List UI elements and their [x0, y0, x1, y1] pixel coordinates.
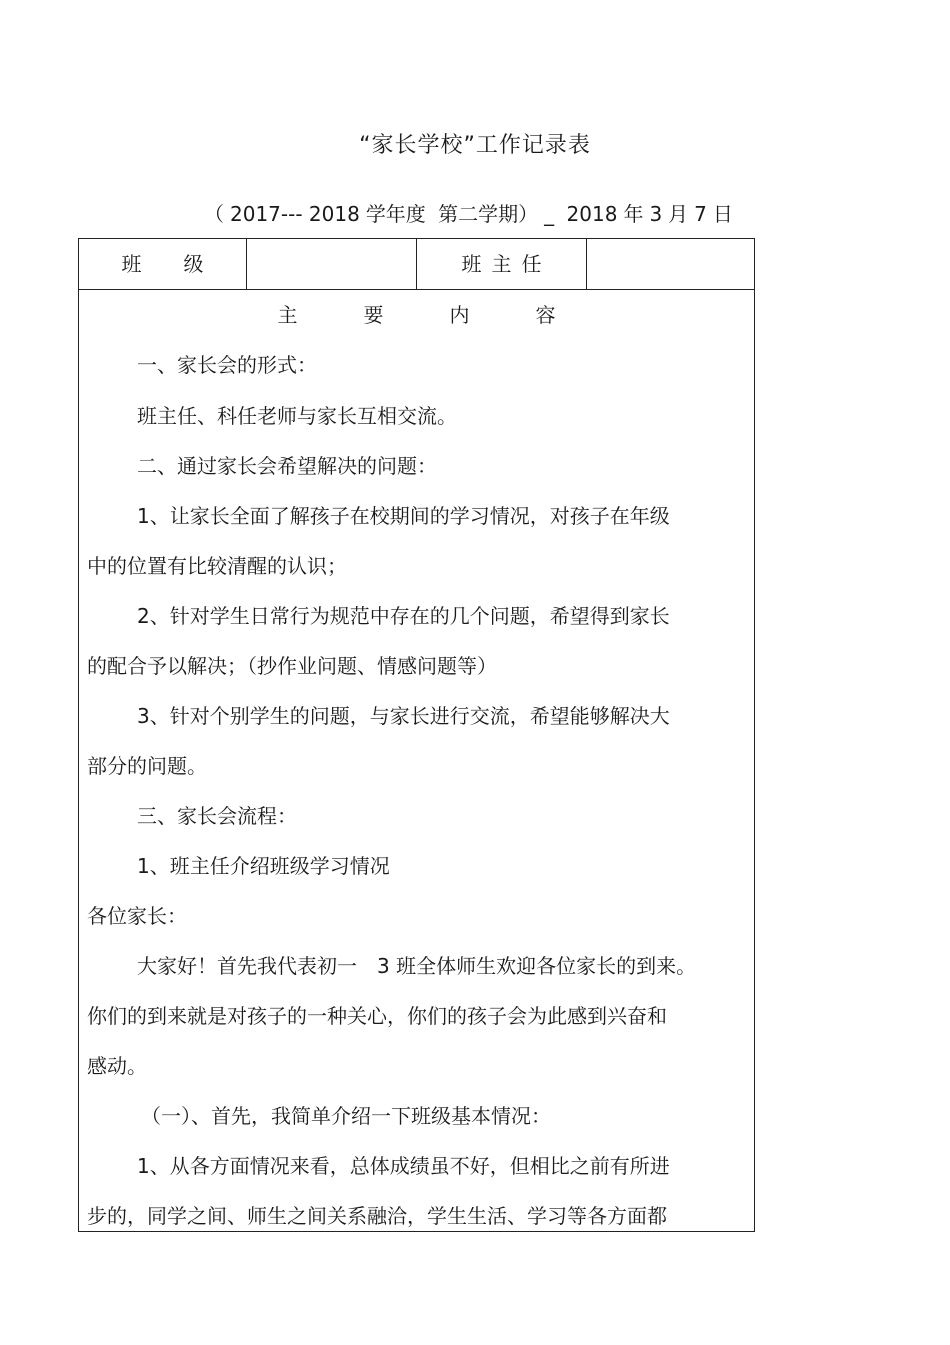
teacher-label: 班主任: [417, 239, 587, 289]
school-year-label: 学年度: [365, 202, 426, 226]
open-paren: （: [204, 202, 224, 226]
content-line: 各位家长：: [87, 904, 187, 928]
class-value: [247, 239, 417, 289]
content-line: 一、家长会的形式：: [137, 353, 317, 377]
content-line: 你们的到来就是对孩子的一种关心，你们的孩子会为此感到兴奋和: [87, 1004, 667, 1028]
content-line: 2、针对学生日常行为规范中存在的几个问题，希望得到家长: [137, 604, 670, 628]
record-table: [78, 238, 755, 1232]
year-char: 年: [623, 202, 644, 226]
content-line: （一）、首先，我简单介绍一下班级基本情况：: [141, 1104, 551, 1128]
term: 第二学期）: [438, 202, 539, 226]
school-year: 2017--- 2018: [230, 202, 360, 226]
content-heading: 主要内容: [277, 303, 622, 327]
header-row: [79, 239, 754, 290]
content-line: 1、从各方面情况来看，总体成绩虽不好，但相比之前有所进: [137, 1154, 670, 1178]
content-line: 1、让家长全面了解孩子在校期间的学习情况，对孩子在年级: [137, 504, 670, 528]
content-line: 部分的问题。: [87, 754, 207, 778]
content-line: 二、通过家长会希望解决的问题：: [137, 454, 437, 478]
document-title: “家长学校”工作记录表: [359, 133, 591, 158]
class-label: 班级: [79, 239, 247, 289]
content-line: 班主任、科任老师与家长互相交流。: [137, 404, 457, 428]
content-line: 中的位置有比较清醒的认识；: [87, 554, 347, 578]
date-month: 3: [649, 202, 663, 226]
content-line: 步的，同学之间、师生之间关系融洽，学生生活、学习等各方面都: [87, 1204, 667, 1228]
month-char: 月: [668, 202, 689, 226]
date-line: [204, 198, 739, 227]
content-line: 3、针对个别学生的问题，与家长进行交流，希望能够解决大: [137, 704, 670, 728]
content-line: 的配合予以解决；（抄作业问题、情感问题等）: [87, 654, 497, 678]
date-year: 2018: [566, 202, 618, 226]
content-line: 大家好！首先我代表初一 3 班全体师生欢迎各位家长的到来。: [137, 954, 697, 978]
content-line: 三、家长会流程：: [137, 804, 297, 828]
content-line: 1、班主任介绍班级学习情况: [137, 854, 390, 878]
date-day: 7: [694, 202, 707, 226]
content-line: 感动。: [87, 1054, 147, 1078]
blank: _: [544, 202, 555, 226]
day-char: 日: [712, 202, 733, 226]
teacher-value: [587, 239, 756, 289]
